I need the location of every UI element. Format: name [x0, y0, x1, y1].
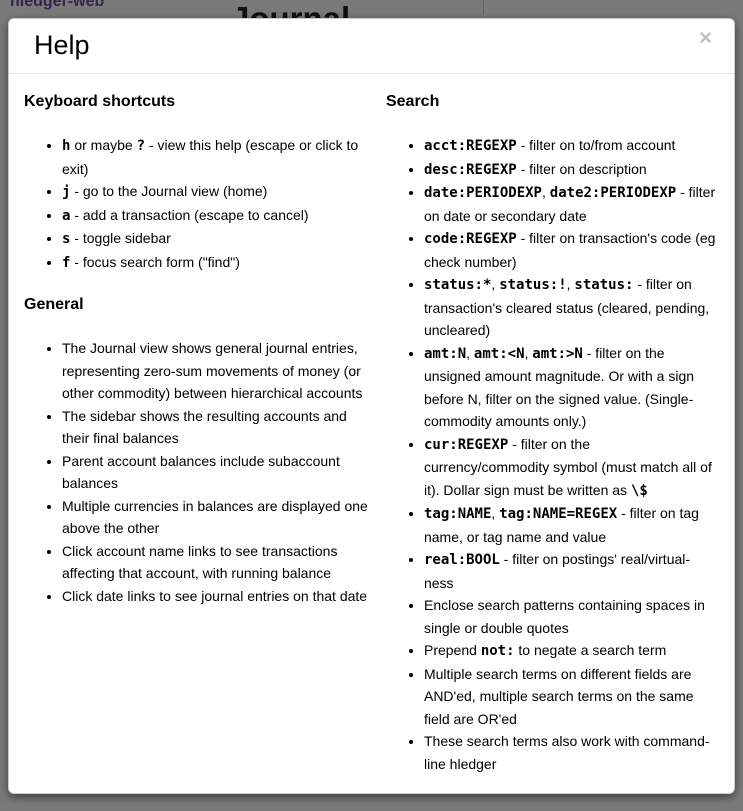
list-item: • desc:REGEXP - filter on description	[424, 158, 719, 182]
search-heading: Search	[385, 93, 440, 110]
right-column	[372, 92, 719, 796]
code-term: cur:REGEXP	[423, 436, 509, 453]
left-column	[24, 92, 372, 796]
list-item: • Multiple search terms on different fields are AND'ed, multiple search terms on the same field are OR'ed	[424, 663, 719, 731]
code-term: \$	[630, 482, 648, 499]
list-item: • a - add a transaction (escape to cancel)	[62, 204, 372, 228]
close-icon[interactable]: ×	[699, 25, 712, 50]
general-list	[24, 337, 372, 607]
code-term: s	[62, 231, 71, 247]
code-term: status:!	[499, 277, 567, 293]
list-item: • h or maybe ? - view this help (escape or click to exit)	[62, 134, 372, 180]
shortcuts-heading: Keyboard shortcuts	[24, 93, 176, 110]
list-item: • Enclose search patterns containing spaces in single or double quotes	[424, 594, 719, 639]
code-term: tag:NAME	[423, 506, 492, 522]
code-term: tag:NAME=REGEX	[499, 506, 618, 522]
help-modal	[8, 18, 735, 794]
list-item: • acct:REGEXP - filter on to/from account	[424, 134, 719, 158]
code-term: ?	[136, 138, 146, 154]
list-item: • f - focus search form ("find")	[62, 251, 372, 275]
code-term: amt:<N	[473, 345, 525, 362]
list-item: • code:REGEXP - filter on transaction's code (eg check number)	[424, 227, 719, 273]
list-item: • The sidebar shows the resulting accounts and their final balances	[62, 405, 372, 450]
code-term: a	[62, 207, 71, 224]
list-item: • The Journal view shows general journal entries, representing zero-sum movements of money (or other commodity) between hierarchical accounts	[62, 337, 372, 405]
list-item: • Multiple currencies in balances are displayed one above the other	[62, 495, 372, 540]
code-term: acct:REGEXP	[423, 138, 517, 154]
list-item: • s - toggle sidebar	[62, 227, 372, 251]
code-term: h	[62, 138, 71, 154]
list-item: • Click account name links to see transactions affecting that account, with running balance	[62, 540, 372, 585]
code-term: status:	[574, 277, 634, 293]
code-term: status:*	[423, 277, 492, 293]
list-item: • Prepend not: to negate a search term	[424, 639, 719, 663]
list-item: • Click date links to see journal entries on that date	[62, 585, 372, 608]
list-item: • Parent account balances include subaccount balances	[62, 450, 372, 495]
list-item: • real:BOOL - filter on postings' real/virtual-ness	[424, 548, 719, 594]
search-list	[386, 134, 719, 775]
modal-body	[9, 74, 734, 811]
code-term: amt:N	[423, 345, 467, 362]
code-term: desc:REGEXP	[423, 161, 517, 178]
code-term: not:	[480, 643, 515, 659]
code-term: code:REGEXP	[423, 231, 517, 247]
modal-title: Help	[34, 30, 90, 60]
list-item: • j - go to the Journal view (home)	[62, 180, 372, 204]
list-item: • status:*, status:!, status: - filter on transaction's cleared status (cleared, pending, uncleared)	[424, 273, 719, 342]
code-term: date2:PERIODEXP	[549, 185, 677, 201]
shortcuts-list	[24, 134, 372, 274]
code-term: f	[62, 254, 71, 271]
code-term: real:BOOL	[423, 552, 500, 568]
general-heading: General	[24, 296, 84, 313]
list-item: • These search terms also work with command-line hledger	[424, 730, 719, 775]
list-item: • amt:N, amt:<N, amt:>N - filter on the unsigned amount magnitude. Or with a sign before N, filter on the signed value. (Single-commodity amounts only.)	[424, 342, 719, 433]
list-item: • tag:NAME, tag:NAME=REGEX - filter on tag name, or tag name and value	[424, 502, 719, 548]
list-item: • date:PERIODEXP, date2:PERIODEXP - filter on date or secondary date	[424, 181, 719, 227]
code-term: amt:>N	[532, 345, 583, 362]
code-term: j	[62, 184, 71, 200]
list-item: • cur:REGEXP - filter on the currency/commodity symbol (must match all of it). Dollar sign must be written as \$	[424, 433, 719, 503]
code-term: date:PERIODEXP	[423, 185, 542, 201]
modal-header	[9, 19, 734, 74]
